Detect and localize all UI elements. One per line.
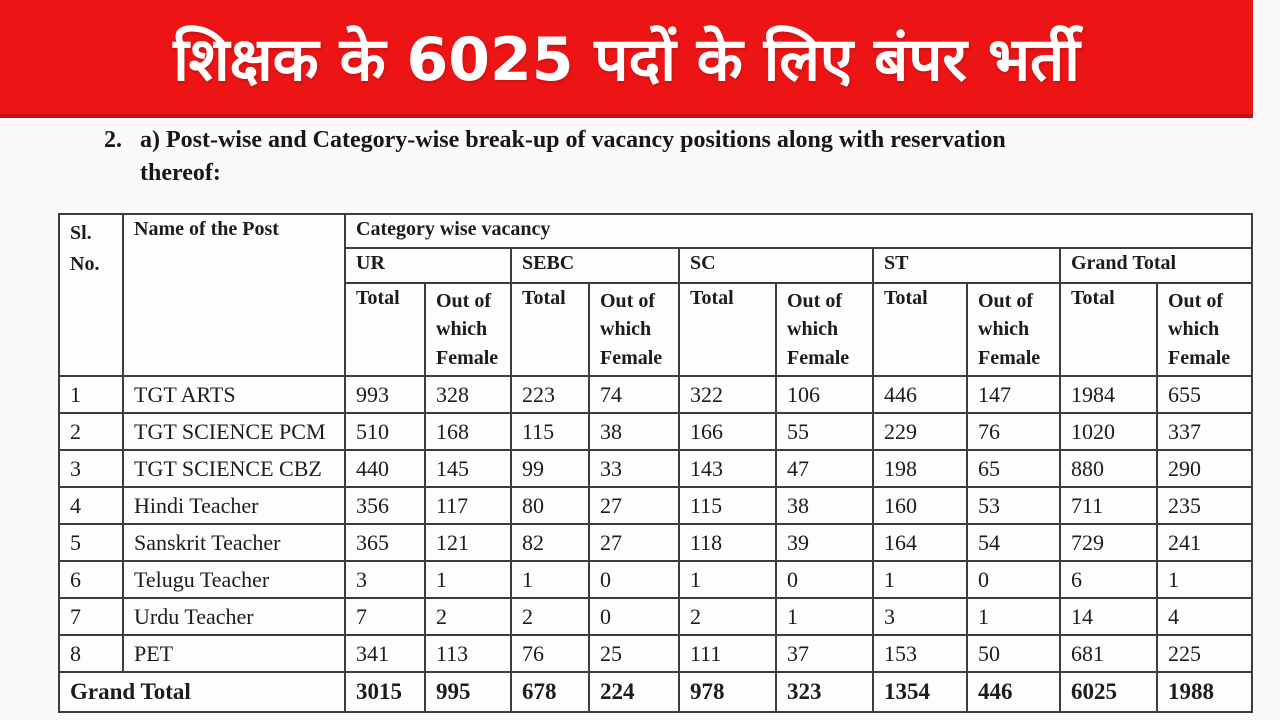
cell-value: 117: [425, 487, 511, 524]
cell-value: 1020: [1060, 413, 1157, 450]
cell-value: 2: [425, 598, 511, 635]
cell-value: 446: [967, 672, 1060, 712]
cell-value: 1988: [1157, 672, 1252, 712]
grand-total-row: [59, 672, 1252, 712]
cell-value: 115: [511, 413, 589, 450]
header-sl-no: [59, 214, 123, 376]
cell-sl: 5: [59, 524, 123, 561]
cell-sl: 2: [59, 413, 123, 450]
header-total-sebc: Total: [511, 283, 589, 376]
cell-value: 880: [1060, 450, 1157, 487]
cell-value: 0: [589, 561, 679, 598]
cell-value: 655: [1157, 376, 1252, 413]
cell-value: 37: [776, 635, 873, 672]
cell-value: 1: [511, 561, 589, 598]
table-row: [59, 376, 1252, 413]
headline-text: शिक्षक के 6025 पदों के लिए बंपर भर्ती: [173, 25, 1080, 95]
cell-value: 322: [679, 376, 776, 413]
cell-value: 160: [873, 487, 967, 524]
cell-value: 65: [967, 450, 1060, 487]
cell-value: 229: [873, 413, 967, 450]
section-number: 2.: [104, 127, 122, 153]
cell-value: 1: [679, 561, 776, 598]
cell-post-name: PET: [123, 635, 345, 672]
cell-value: 82: [511, 524, 589, 561]
cell-value: 147: [967, 376, 1060, 413]
header-group-sc: SC: [679, 248, 873, 283]
section-text: [140, 124, 1006, 190]
cell-value: 6025: [1060, 672, 1157, 712]
header-category-wise-vacancy: Category wise vacancy: [345, 214, 1252, 248]
cell-value: 39: [776, 524, 873, 561]
cell-value: 106: [776, 376, 873, 413]
header-group-ur: UR: [345, 248, 511, 283]
cell-value: 0: [776, 561, 873, 598]
header-female-grand: Out of which Female: [1157, 283, 1252, 376]
headline-banner: [0, 0, 1253, 118]
cell-value: 3: [873, 598, 967, 635]
header-total-st: Total: [873, 283, 967, 376]
cell-value: 356: [345, 487, 425, 524]
vacancy-table: [58, 213, 1253, 713]
header-sl-line1: Sl.: [70, 222, 92, 244]
cell-value: 111: [679, 635, 776, 672]
table-row: [59, 487, 1252, 524]
header-total-sc: Total: [679, 283, 776, 376]
cell-value: 143: [679, 450, 776, 487]
cell-value: 168: [425, 413, 511, 450]
cell-value: 76: [511, 635, 589, 672]
cell-value: 74: [589, 376, 679, 413]
cell-value: 38: [776, 487, 873, 524]
cell-sl: 6: [59, 561, 123, 598]
header-group-sebc: SEBC: [511, 248, 679, 283]
cell-value: 1: [1157, 561, 1252, 598]
cell-value: 25: [589, 635, 679, 672]
cell-value: 1: [425, 561, 511, 598]
cell-sl: 8: [59, 635, 123, 672]
cell-value: 7: [345, 598, 425, 635]
cell-value: 510: [345, 413, 425, 450]
header-row-category: [59, 214, 1252, 248]
cell-post-name: Urdu Teacher: [123, 598, 345, 635]
section-text-line1: a) Post-wise and Category-wise break-up of vacancy positions along with reservation: [140, 127, 1006, 153]
cell-post-name: Telugu Teacher: [123, 561, 345, 598]
header-female-ur: Out of which Female: [425, 283, 511, 376]
table-row: [59, 450, 1252, 487]
cell-value: 27: [589, 487, 679, 524]
cell-sl: 7: [59, 598, 123, 635]
cell-value: 53: [967, 487, 1060, 524]
cell-value: 678: [511, 672, 589, 712]
cell-value: 153: [873, 635, 967, 672]
cell-value: 80: [511, 487, 589, 524]
cell-value: 113: [425, 635, 511, 672]
cell-value: 2: [511, 598, 589, 635]
cell-value: 337: [1157, 413, 1252, 450]
cell-value: 115: [679, 487, 776, 524]
header-sl-line2: No.: [70, 253, 100, 275]
cell-sl: 3: [59, 450, 123, 487]
cell-value: 2: [679, 598, 776, 635]
cell-value: 0: [589, 598, 679, 635]
cell-value: 978: [679, 672, 776, 712]
cell-value: 145: [425, 450, 511, 487]
cell-value: 729: [1060, 524, 1157, 561]
cell-value: 164: [873, 524, 967, 561]
table-row: [59, 413, 1252, 450]
cell-value: 1984: [1060, 376, 1157, 413]
cell-value: 995: [425, 672, 511, 712]
cell-value: 76: [967, 413, 1060, 450]
header-female-st: Out of which Female: [967, 283, 1060, 376]
cell-value: 121: [425, 524, 511, 561]
cell-value: 223: [511, 376, 589, 413]
table-row: [59, 635, 1252, 672]
cell-value: 681: [1060, 635, 1157, 672]
cell-value: 224: [589, 672, 679, 712]
cell-sl: 4: [59, 487, 123, 524]
cell-post-name: TGT SCIENCE CBZ: [123, 450, 345, 487]
cell-value: 0: [967, 561, 1060, 598]
cell-value: 225: [1157, 635, 1252, 672]
table-row: [59, 561, 1252, 598]
cell-value: 38: [589, 413, 679, 450]
cell-post-name: Hindi Teacher: [123, 487, 345, 524]
cell-value: 323: [776, 672, 873, 712]
cell-value: 118: [679, 524, 776, 561]
cell-value: 446: [873, 376, 967, 413]
cell-post-name: Sanskrit Teacher: [123, 524, 345, 561]
cell-value: 198: [873, 450, 967, 487]
header-name-of-post: Name of the Post: [123, 214, 345, 376]
cell-value: 33: [589, 450, 679, 487]
cell-value: 440: [345, 450, 425, 487]
grand-total-label: Grand Total: [59, 672, 345, 712]
cell-value: 1: [967, 598, 1060, 635]
cell-value: 54: [967, 524, 1060, 561]
table-row: [59, 524, 1252, 561]
cell-value: 328: [425, 376, 511, 413]
cell-sl: 1: [59, 376, 123, 413]
cell-value: 6: [1060, 561, 1157, 598]
cell-value: 3015: [345, 672, 425, 712]
cell-value: 50: [967, 635, 1060, 672]
header-female-sc: Out of which Female: [776, 283, 873, 376]
cell-value: 365: [345, 524, 425, 561]
cell-value: 99: [511, 450, 589, 487]
cell-value: 3: [345, 561, 425, 598]
section-heading: [104, 124, 1006, 190]
cell-value: 290: [1157, 450, 1252, 487]
cell-value: 711: [1060, 487, 1157, 524]
cell-value: 235: [1157, 487, 1252, 524]
cell-value: 27: [589, 524, 679, 561]
header-group-st: ST: [873, 248, 1060, 283]
cell-value: 55: [776, 413, 873, 450]
cell-value: 341: [345, 635, 425, 672]
header-total-grand: Total: [1060, 283, 1157, 376]
cell-value: 241: [1157, 524, 1252, 561]
table-row: [59, 598, 1252, 635]
cell-value: 14: [1060, 598, 1157, 635]
cell-post-name: TGT SCIENCE PCM: [123, 413, 345, 450]
cell-value: 1354: [873, 672, 967, 712]
cell-post-name: TGT ARTS: [123, 376, 345, 413]
cell-value: 993: [345, 376, 425, 413]
section-text-line2: thereof:: [140, 160, 221, 187]
cell-value: 4: [1157, 598, 1252, 635]
cell-value: 1: [776, 598, 873, 635]
cell-value: 47: [776, 450, 873, 487]
cell-value: 166: [679, 413, 776, 450]
cell-value: 1: [873, 561, 967, 598]
header-total-ur: Total: [345, 283, 425, 376]
header-female-sebc: Out of which Female: [589, 283, 679, 376]
header-group-grand-total: Grand Total: [1060, 248, 1252, 283]
